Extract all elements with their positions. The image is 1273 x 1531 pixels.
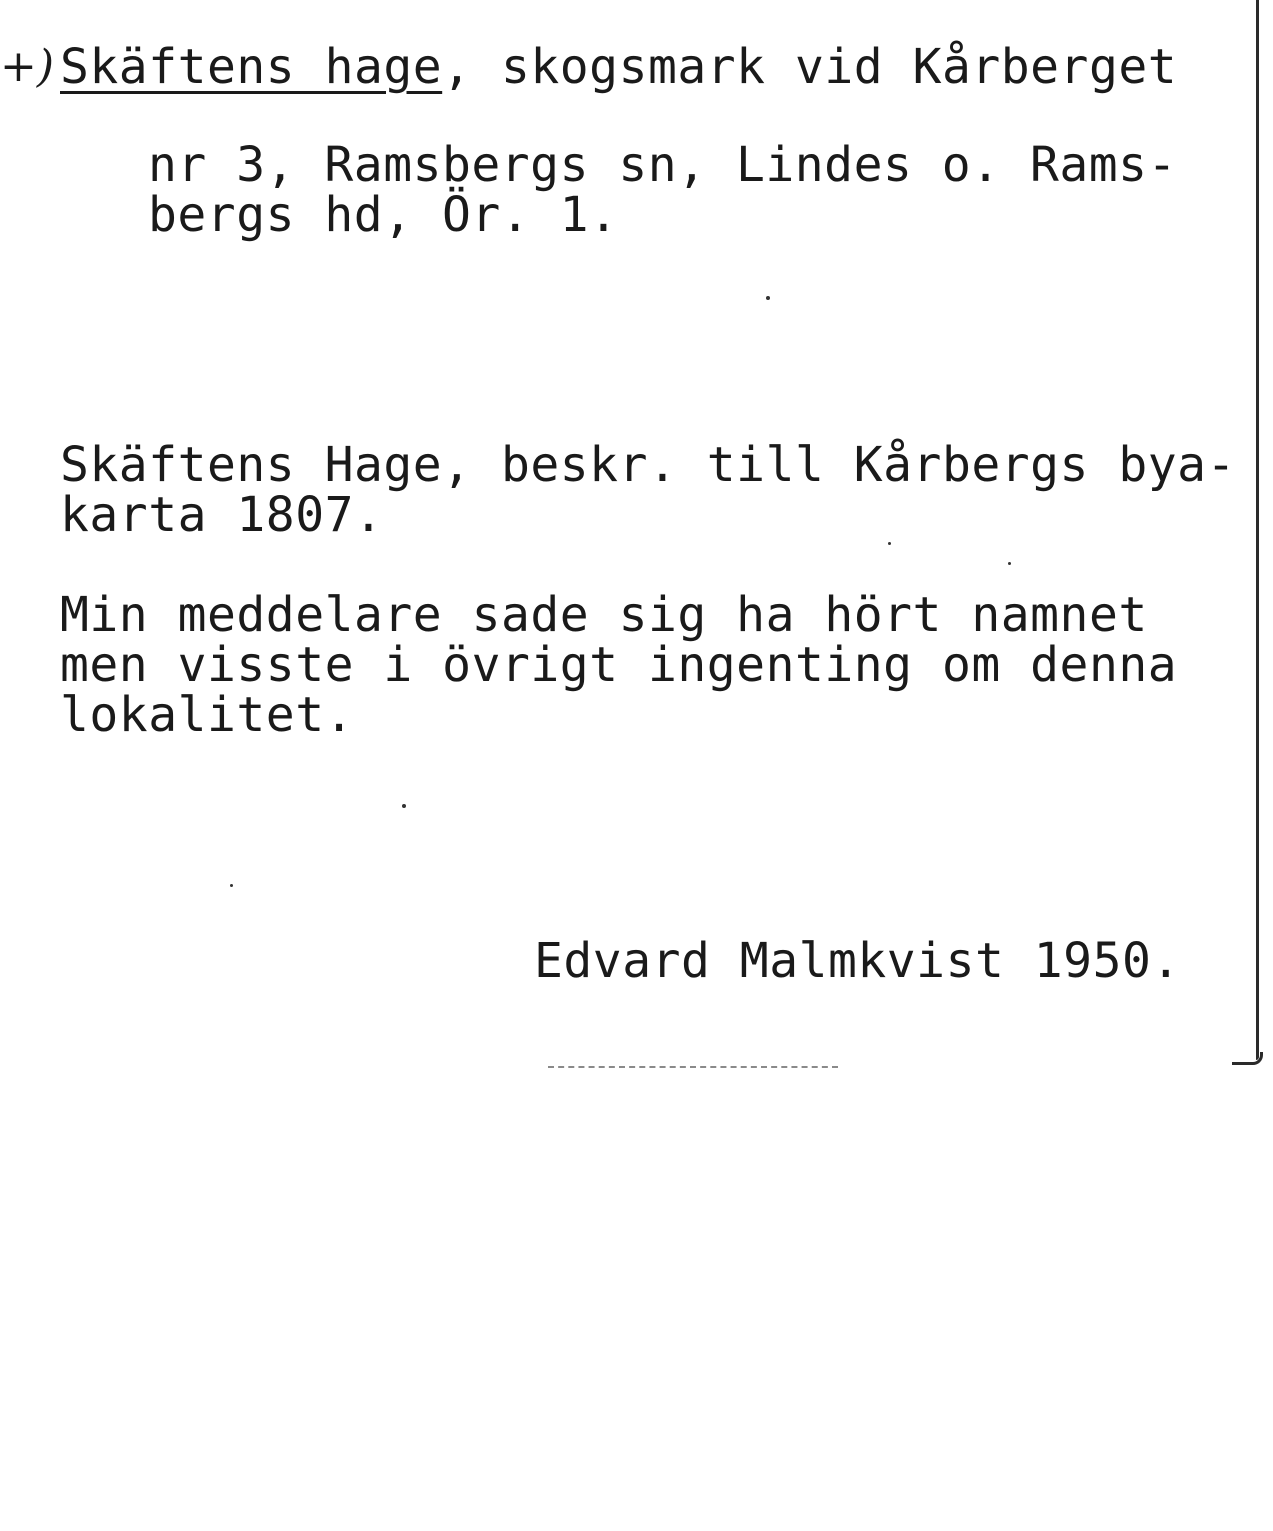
location-line-1: nr 3, Ramsbergs sn, Lindes o. Rams-	[148, 137, 1177, 193]
paragraph-2-line-3: lokalitet.	[60, 687, 354, 743]
signature: Edvard Malmkvist 1950.	[534, 933, 1181, 989]
handwritten-marker: +)	[0, 41, 55, 92]
scan-speck	[230, 884, 233, 887]
paragraph-2-line-2: men visste i övrigt ingenting om denna	[60, 637, 1178, 693]
scan-speck	[888, 542, 891, 545]
scan-speck	[1008, 562, 1011, 565]
card-bottom-right-corner	[1232, 1052, 1263, 1065]
paragraph-1-line-1: Skäftens Hage, beskr. till Kårbergs bya-	[60, 437, 1236, 493]
place-name: Skäftens hage	[60, 39, 443, 95]
paragraph-2-line-1: Min meddelare sade sig ha hört namnet	[60, 587, 1148, 643]
card-bottom-edge	[548, 1066, 838, 1068]
location-line-2: bergs hd, Ör. 1.	[148, 187, 619, 243]
scan-speck	[766, 296, 770, 300]
scan-speck	[402, 804, 406, 808]
card-heading	[60, 39, 1178, 95]
card-right-edge	[1256, 0, 1259, 1060]
place-description: , skogsmark vid Kårberget	[442, 39, 1178, 95]
paragraph-1-line-2: karta 1807.	[60, 487, 384, 543]
